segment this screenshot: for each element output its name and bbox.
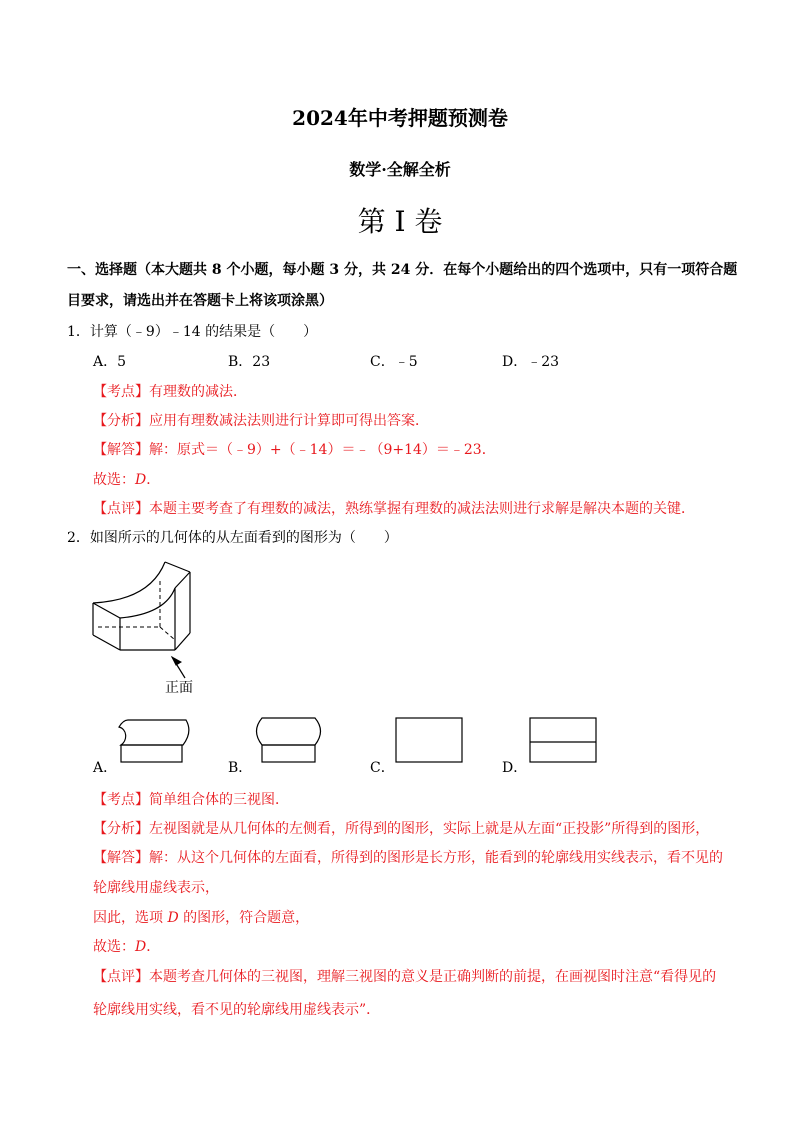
- q1-option-b: B．23: [228, 354, 271, 370]
- q2-dianping-line-1: 【点评】本题考查几何体的三视图，理解三视图的意义是正确判断的前提，在画视图时注意“看得见的: [93, 969, 717, 985]
- section-instructions-line-1: 一、选择题（本大题共 8 个小题，每小题 3 分，共 24 分．在每个小题给出的四个选项中，只有一项符合题: [67, 262, 738, 278]
- option-b-figure: [257, 718, 321, 762]
- option-a-figure: [119, 720, 189, 762]
- option-c-figure: [396, 718, 462, 762]
- q2-option-b-label: B．: [228, 760, 253, 776]
- q2-conclusion-suffix: 的图形，符合题意，: [178, 910, 310, 926]
- part-heading: 第 I 卷: [357, 205, 443, 238]
- q1-option-c: C．﹣5: [370, 354, 418, 370]
- solid-bottom-right-edge: [175, 633, 190, 650]
- q1-kaodian: 【考点】有理数的减法．: [93, 384, 247, 400]
- solid-front-curve: [120, 588, 175, 618]
- q2-option-d-label: D．: [502, 760, 528, 776]
- solid-top-right-edge: [165, 562, 190, 572]
- q1-answer-prefix: 故选：: [93, 472, 135, 488]
- front-arrow-head: [172, 657, 181, 665]
- q2-answer-letter: D: [135, 939, 147, 955]
- option-b-base: [262, 745, 315, 762]
- solid-bottom-left-edge: [93, 635, 120, 650]
- q2-dianping-line-2: 轮廓线用实线，看不见的轮廓线用虚线表示”．: [93, 1002, 381, 1018]
- q2-jieda-line-2: 轮廓线用虚线表示，: [93, 880, 219, 896]
- q2-conclusion-prefix: 因此，选项: [93, 910, 168, 926]
- option-d-rectangle: [530, 718, 596, 762]
- option-c-rectangle: [396, 718, 462, 762]
- q1-jieda: 【解答】解：原式＝（﹣9）+（﹣14）＝﹣（9+14）＝﹣23．: [93, 442, 496, 458]
- q1-option-d: D．﹣23: [502, 354, 560, 370]
- q2-stem: 2．如图所示的几何体的从左面看到的图形为（ ）: [67, 530, 398, 546]
- solid-hidden-edge-diagonal: [160, 627, 175, 640]
- q1-option-a: A．5: [93, 354, 127, 370]
- q1-dianping: 【点评】本题主要考查了有理数的减法，熟练掌握有理数的减法法则进行求解是解决本题的关键．: [93, 501, 695, 517]
- q1-answer-letter: D: [135, 472, 147, 488]
- option-a-top-shape: [119, 720, 189, 745]
- q2-option-a-label: A．: [93, 760, 118, 776]
- solid-top-left-edge: [93, 603, 120, 618]
- page-subtitle: 数学·全解全析: [349, 160, 451, 179]
- q1-answer-suffix: ．: [146, 472, 161, 488]
- q2-answer: [93, 937, 160, 957]
- q2-answer-prefix: 故选：: [93, 939, 135, 955]
- solid-back-curve: [93, 562, 165, 603]
- q1-fenxi: 【分析】应用有理数减法法则进行计算即可得出答案．: [93, 413, 429, 429]
- page-title: 2024年中考押题预测卷: [292, 106, 508, 130]
- option-b-top-shape: [257, 718, 321, 745]
- section-instructions-line-2: 目要求，请选出并在答题卡上将该项涂黑）: [67, 293, 333, 309]
- q2-conclusion-letter: D: [167, 910, 179, 926]
- q2-option-figures: [110, 710, 610, 770]
- q2-option-c-label: C．: [370, 760, 395, 776]
- q2-conclusion: [93, 908, 309, 928]
- q2-figure-label: 正面: [165, 680, 193, 696]
- option-d-figure: [530, 718, 596, 762]
- q1-answer: [93, 470, 160, 490]
- q2-answer-suffix: ．: [146, 939, 161, 955]
- q2-fenxi: 【分析】左视图就是从几何体的左侧看，所得到的图形，实际上就是从左面“正投影”所得到的图形，: [93, 821, 710, 837]
- q2-jieda-line-1: 【解答】解：从这个几何体的左面看，所得到的图形是长方形，能看到的轮廓线用实线表示，看不见的: [93, 850, 723, 866]
- solid-top-right-front-edge: [175, 572, 190, 588]
- option-a-base: [121, 745, 182, 762]
- q2-kaodian: 【考点】简单组合体的三视图．: [93, 792, 289, 808]
- q2-solid-figure: [80, 550, 220, 680]
- q1-stem: 1．计算（﹣9）﹣14 的结果是（ ）: [67, 324, 318, 340]
